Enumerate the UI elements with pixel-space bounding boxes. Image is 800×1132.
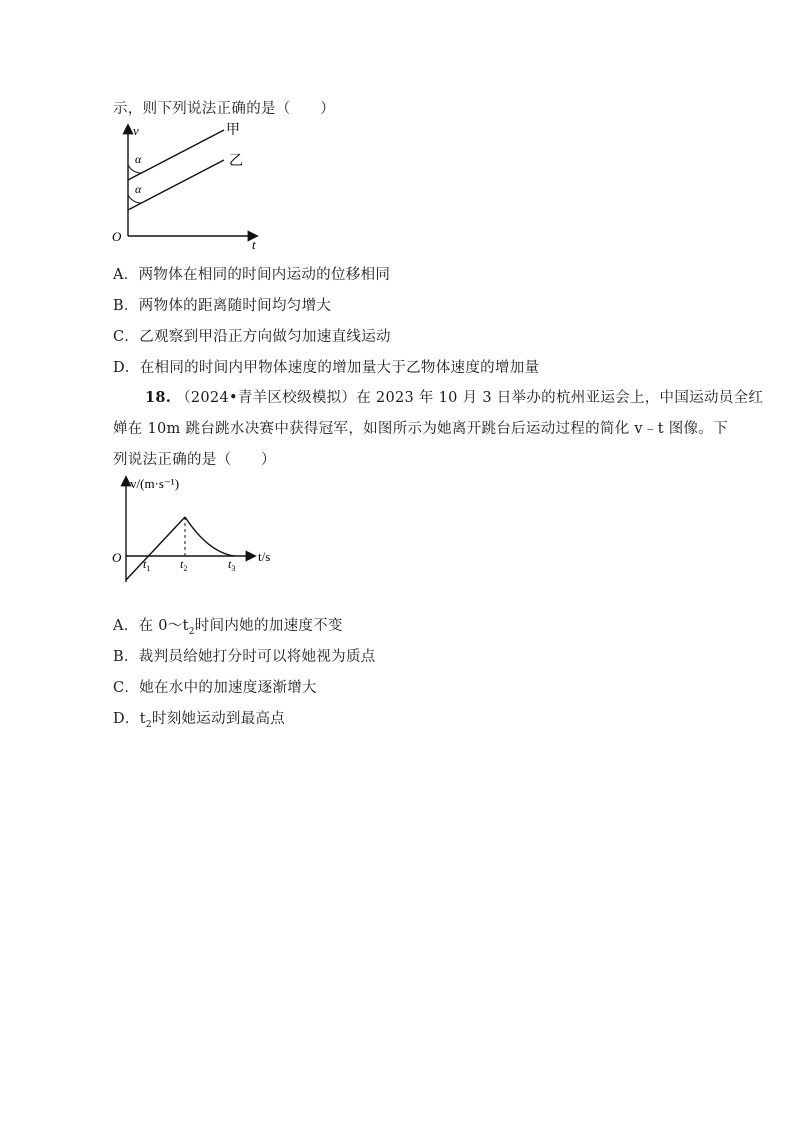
q17-line2-label: 乙 bbox=[229, 154, 243, 169]
q18-stem-line2: 婵在 10m 跳台跳水决赛中获得冠军，如图所示为她离开跳台后运动过程的简化 v﹣t 图像。下 bbox=[113, 421, 728, 437]
q18-t1-label: $t_1$ bbox=[143, 557, 151, 573]
q18-y-label: v/(m·s⁻¹) bbox=[130, 476, 180, 491]
q17-line-yi bbox=[128, 160, 224, 210]
q17-option-d: D．在相同的时间内甲物体速度的增加量大于乙物体速度的增加量 bbox=[113, 360, 540, 376]
q17-angle-arc-1 bbox=[128, 165, 141, 173]
q18-option-c: C．她在水中的加速度逐渐增大 bbox=[113, 680, 317, 696]
q17-angle-label-1: α bbox=[135, 152, 142, 166]
q18-option-d: D．$t_2$时刻她运动到最高点 bbox=[113, 711, 286, 730]
q17-stem: 示，则下列说法正确的是（ ） bbox=[113, 101, 335, 117]
q17-angle-arc-2 bbox=[128, 195, 141, 203]
q17-option-a: A．两物体在相同的时间内运动的位移相同 bbox=[113, 267, 391, 283]
q18-option-b: B．裁判员给她打分时可以将她视为质点 bbox=[113, 649, 376, 665]
q18-x-label: t/s bbox=[258, 549, 271, 564]
q17-line1-label: 甲 bbox=[226, 123, 240, 138]
q18-option-a: A．在 $0\sim t_2$时间内她的加速度不变 bbox=[113, 618, 343, 637]
q18-number: 18. bbox=[145, 389, 172, 406]
q18-origin-label: O bbox=[112, 550, 122, 565]
q18-vt-graph bbox=[108, 470, 298, 590]
q18-rising-line bbox=[126, 517, 188, 580]
q17-option-b: B．两物体的距离随时间均匀增大 bbox=[113, 298, 332, 314]
q17-line-jia bbox=[128, 130, 224, 180]
q18-t2-label: $t_2$ bbox=[180, 557, 188, 573]
q18-stem-line3: 列说法正确的是（ ） bbox=[113, 452, 276, 468]
q17-option-c: C．乙观察到甲沿正方向做匀加速直线运动 bbox=[113, 329, 391, 345]
q17-origin-label: O bbox=[112, 229, 122, 244]
q18-t3-label: $t_3$ bbox=[228, 557, 236, 573]
q18-stem-line1: 18. （2024•青羊区校级模拟）在 2023 年 10 月 3 日举办的杭州亚运会上，中国运动员全红 bbox=[145, 389, 764, 406]
q17-vt-graph bbox=[108, 118, 268, 253]
q17-x-label: t bbox=[252, 237, 256, 252]
q18-decay-curve bbox=[185, 517, 234, 556]
q17-y-label: v bbox=[133, 123, 139, 138]
q17-angle-label-2: α bbox=[135, 182, 142, 196]
